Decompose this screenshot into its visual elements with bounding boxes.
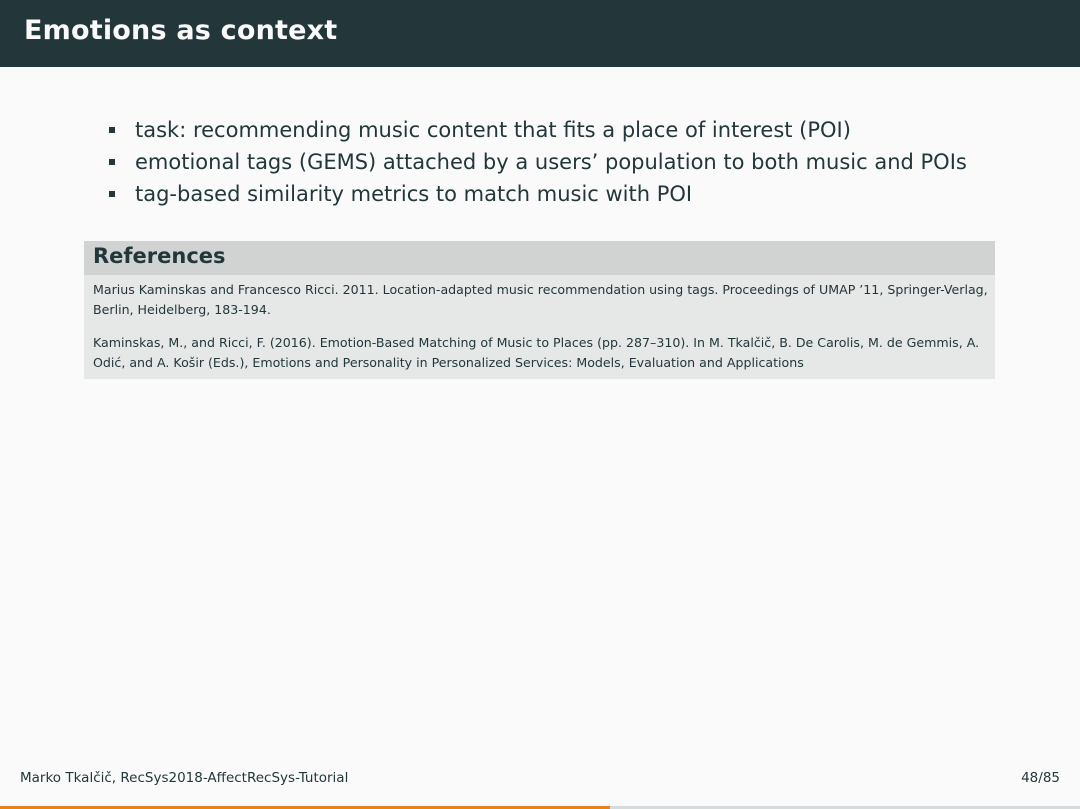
- bullet-square-icon: [109, 127, 115, 133]
- bullet-text: tag-based similarity metrics to match music with POI: [135, 182, 693, 206]
- references-header: [84, 241, 995, 275]
- reference-item: Marius Kaminskas and Francesco Ricci. 2011. Location-adapted music recommendation using tags. Proceedings of UMAP ’11, Springer-Verlag, Berlin, Heidelberg, 183-194.: [93, 282, 988, 317]
- footer-author: Marko Tkalčič, RecSys2018-AffectRecSys-Tutorial: [20, 770, 349, 786]
- references-block: [84, 241, 995, 379]
- footer-page-number: 48/85: [1021, 770, 1060, 786]
- title-bar: [0, 0, 1080, 67]
- bullet-text: task: recommending music content that fits a place of interest (POI): [135, 118, 851, 142]
- slide-title: Emotions as context: [24, 15, 338, 46]
- bullet-item: [108, 114, 1008, 146]
- bullet-square-icon: [109, 159, 115, 165]
- bullet-list: [108, 114, 1008, 210]
- references-heading: References: [93, 244, 226, 268]
- bullet-text: emotional tags (GEMS) attached by a users’ population to both music and POIs: [135, 150, 967, 174]
- bullet-square-icon: [109, 191, 115, 197]
- bullet-item: [108, 178, 1008, 210]
- reference-item: Kaminskas, M., and Ricci, F. (2016). Emotion-Based Matching of Music to Places (pp. 287–310). In M. Tkalčič, B. De Carolis, M. de Gemmis, A. Odić, and A. Košir (Eds.), Emotions and Personality in Personalized Services: Models, Evaluation and Applications: [93, 335, 980, 370]
- bullet-item: [108, 146, 1008, 178]
